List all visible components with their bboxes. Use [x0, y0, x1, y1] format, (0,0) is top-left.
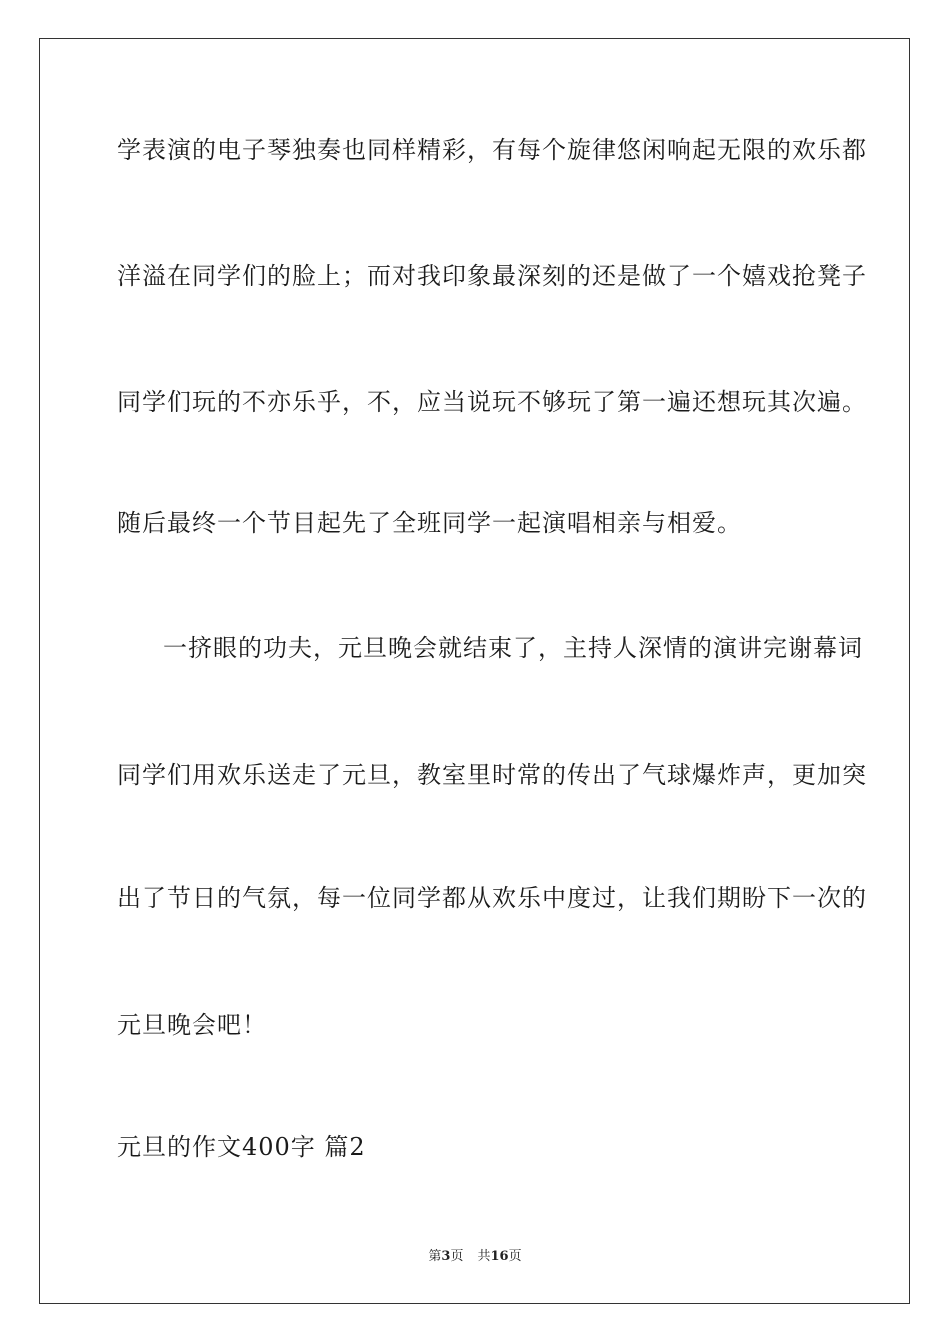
page-label-suffix: 页: [450, 1249, 464, 1264]
paragraph-line: 洋溢在同学们的脸上；而对我印象最深刻的还是做了一个嬉戏抢凳子: [117, 262, 867, 290]
total-label-suffix: 页: [508, 1249, 522, 1264]
page-label-prefix: 第: [428, 1249, 442, 1264]
paragraph-line: 一挤眼的功夫，元旦晚会就结束了，主持人深情的演讲完谢幕词: [163, 634, 863, 662]
paragraph-line: 学表演的电子琴独奏也同样精彩，有每个旋律悠闲响起无限的欢乐都: [117, 136, 867, 164]
page-border: [39, 38, 910, 1304]
paragraph-line: 随后最终一个节目起先了全班同学一起演唱相亲与相爱。: [117, 509, 742, 537]
page-number: 3: [441, 1249, 451, 1264]
total-pages: 16: [490, 1249, 509, 1264]
paragraph-line: 同学们玩的不亦乐乎，不，应当说玩不够玩了第一遍还想玩其次遍。: [117, 388, 867, 416]
paragraph-line: 同学们用欢乐送走了元旦，教室里时常的传出了气球爆炸声，更加突: [117, 761, 867, 789]
paragraph-line: 出了节日的气氛，每一位同学都从欢乐中度过，让我们期盼下一次的: [117, 884, 867, 912]
paragraph-line: 元旦晚会吧！: [117, 1011, 267, 1039]
page-footer: [0, 1248, 950, 1266]
section-heading: 元旦的作文400字 篇2: [117, 1133, 366, 1161]
total-label-prefix: 共: [477, 1249, 491, 1264]
